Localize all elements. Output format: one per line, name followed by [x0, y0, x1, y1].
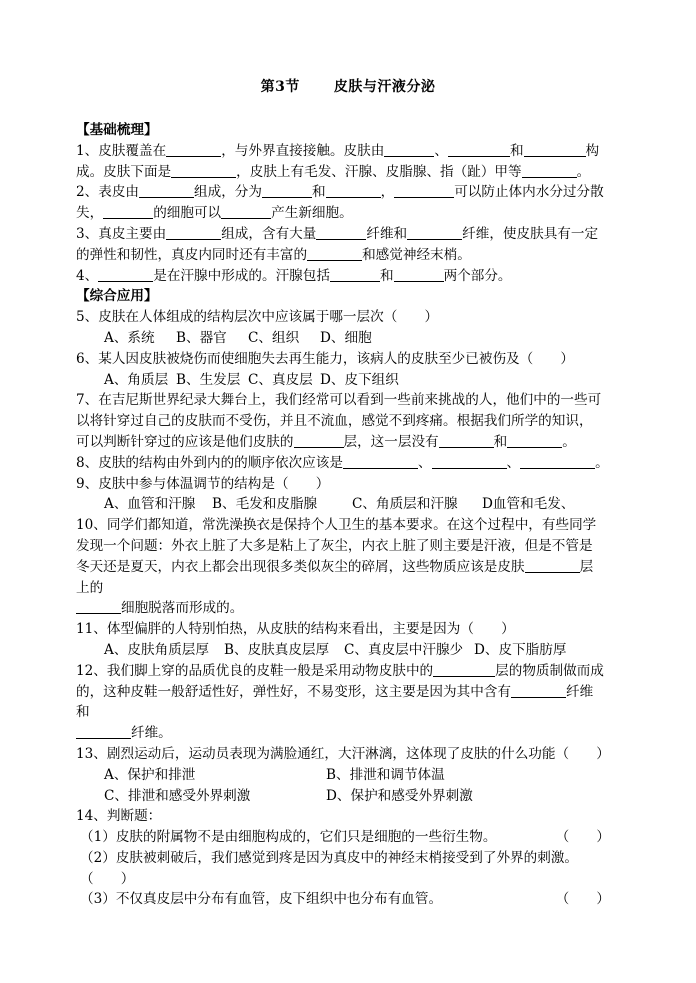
answer-blank[interactable] — [439, 433, 494, 448]
page-title — [0, 76, 696, 96]
option-a[interactable]: A、血管和汗腺 — [104, 496, 196, 513]
answer-blank[interactable] — [316, 225, 366, 240]
question-7-line-1: 7、在吉尼斯世界纪录大舞台上，我们经常可以看到一些前来挑战的人，他们中的一些可 — [76, 392, 602, 409]
answer-blank[interactable] — [76, 599, 121, 614]
worksheet-content — [76, 120, 624, 910]
question-3-line-2: 的弹性和韧性，真皮内同时还有丰富的 和感觉神经末梢。 — [76, 246, 471, 263]
question-14: 14、判断题： — [76, 808, 162, 825]
question-10-line-5: 细胞脱落而形成的。 — [76, 598, 624, 619]
answer-blank[interactable] — [326, 183, 381, 198]
option-a[interactable]: A、系统 — [104, 329, 155, 346]
question-1-line-2: 成。皮肤下面是 ，皮肤上有毛发、汗腺、皮脂腺、指（趾）甲等 。 — [76, 163, 591, 180]
question-14-2: （2）皮肤被刺破后，我们感觉到疼是因为真皮中的神经末梢接受到了外界的刺激。 — [80, 849, 579, 866]
question-1-line-1: 1、皮肤覆盖在 ，与外界直接接触。皮肤由 、 和 构 — [76, 142, 600, 159]
question-12-line-1: 12、我们脚上穿的品质优良的皮鞋一般是采用动物皮肤中的 层的物质制做而成 — [76, 662, 604, 679]
option-d[interactable]: D血管和毛发、 — [482, 496, 575, 513]
answer-blank[interactable] — [522, 163, 577, 178]
option-c[interactable]: C、真皮层 — [248, 371, 313, 388]
answer-blank[interactable] — [507, 433, 562, 448]
question-12-line-4: 纤维。 — [76, 723, 624, 744]
answer-parentheses[interactable]: （ ） — [555, 891, 610, 908]
answer-blank[interactable] — [520, 454, 595, 469]
answer-blank[interactable] — [98, 267, 153, 282]
answer-blank[interactable] — [407, 225, 462, 240]
question-11: 11、体型偏胖的人特别怕热，从皮肤的结构来看出，主要是因为（ ） — [76, 621, 515, 638]
answer-blank[interactable] — [139, 183, 194, 198]
answer-blank[interactable] — [166, 142, 221, 157]
question-8: 8、皮肤的结构由外到内的的顺序依次应该是 、 、 。 — [76, 454, 609, 471]
option-c[interactable]: C、组织 — [248, 329, 300, 346]
answer-blank[interactable] — [221, 204, 271, 219]
question-4: 4、 是在汗腺中形成的。汗腺包括 和 两个部分。 — [76, 267, 512, 284]
option-c[interactable]: C、真皮层中汗腺少 — [344, 641, 464, 658]
answer-blank[interactable] — [76, 724, 131, 739]
question-14-2-answer[interactable]: （ ） — [80, 870, 135, 887]
question-6-options — [76, 370, 624, 391]
question-5: 5、皮肤在人体组成的结构层次中应该属于哪一层次（ ） — [76, 309, 439, 326]
question-5-options — [76, 328, 624, 349]
answer-blank[interactable] — [511, 683, 566, 698]
answer-blank[interactable] — [343, 454, 418, 469]
question-3-line-1: 3、真皮主要由 组成，含有大量 纤维和 纤维，使皮肤具有一定 — [76, 225, 599, 242]
question-9: 9、皮肤中参与体温调节的结构是（ ） — [76, 475, 330, 492]
answer-blank[interactable] — [171, 163, 236, 178]
question-7-line-2: 以将针穿过自己的皮肤而不受伤，并且不流血，感觉不到疼痛。根据我们所学的知识， — [76, 413, 593, 430]
question-14-3: （3）不仅真皮层中分布有血管，皮下组织中也分布有血管。 （ ） — [76, 889, 624, 910]
answer-blank[interactable] — [525, 558, 580, 573]
option-b[interactable]: B、皮肤真皮层厚 — [224, 641, 330, 658]
question-2-line-1: 2、表皮由 组成，分为 和 ， 可以防止体内水分过分散 — [76, 184, 604, 201]
option-c[interactable]: C、角质层和汗腺 — [352, 496, 458, 513]
option-d[interactable]: D、皮下脂肪厚 — [474, 641, 567, 658]
option-d[interactable]: D、保护和感受外界刺激 — [326, 787, 473, 804]
answer-blank[interactable] — [294, 433, 344, 448]
answer-blank[interactable] — [384, 142, 434, 157]
question-10-line-2: 发现一个问题：外衣上脏了大多是粘上了灰尘，内衣上脏了则主要是汗液，但是不管是 — [76, 537, 593, 554]
question-9-options — [76, 494, 624, 515]
option-a[interactable]: A、角质层 — [104, 371, 169, 388]
option-b[interactable]: B、生发层 — [176, 371, 241, 388]
option-b[interactable]: B、排泄和调节体温 — [326, 766, 445, 783]
section-number: 第3节 — [260, 79, 300, 95]
option-d[interactable]: D、皮下组织 — [320, 371, 399, 388]
question-13: 13、剧烈运动后，运动员表现为满脸通红，大汗淋漓，这体现了皮肤的什么功能（ ） — [76, 745, 610, 762]
answer-blank[interactable] — [330, 267, 380, 282]
answer-blank[interactable] — [448, 142, 510, 157]
question-12-line-3: 和 — [76, 704, 90, 721]
question-14-1: （1）皮肤的附属物不是由细胞构成的，它们只是细胞的一些衍生物。 （ ） — [76, 827, 624, 848]
answer-blank[interactable] — [262, 183, 312, 198]
option-a[interactable]: A、皮肤角质层厚 — [104, 641, 209, 658]
answer-blank[interactable] — [394, 267, 444, 282]
answer-parentheses[interactable]: （ ） — [555, 829, 610, 846]
answer-blank[interactable] — [433, 662, 495, 677]
option-c[interactable]: C、排泄和感受外界刺激 — [104, 787, 251, 804]
option-b[interactable]: B、毛发和皮脂腺 — [212, 496, 318, 513]
answer-blank[interactable] — [103, 204, 153, 219]
question-10-line-4: 上的 — [76, 579, 104, 596]
question-10-line-3: 冬天还是夏天，内衣上都会出现很多类似灰尘的碎屑，这些物质应该是皮肤 层 — [76, 558, 594, 575]
question-13-options-row-2 — [76, 786, 624, 807]
answer-blank[interactable] — [307, 246, 362, 261]
question-13-options-row-1 — [76, 765, 624, 786]
question-2-line-2: 失， 的细胞可以 产生新细胞。 — [76, 205, 353, 222]
question-11-options — [76, 640, 624, 661]
applied-heading: 【综合应用】 — [76, 288, 158, 305]
option-b[interactable]: B、器官 — [176, 329, 227, 346]
question-10-line-1: 10、同学们都知道，常洗澡换衣是保持个人卫生的基本要求。在这个过程中，有些同学 — [76, 517, 597, 534]
answer-blank[interactable] — [394, 183, 454, 198]
option-a[interactable]: A、保护和排泄 — [104, 766, 196, 783]
question-6: 6、某人因皮肤被烧伤而使细胞失去再生能力，该病人的皮肤至少已被伤及（ ） — [76, 350, 575, 367]
answer-blank[interactable] — [524, 142, 586, 157]
answer-blank[interactable] — [432, 454, 507, 469]
basics-heading: 【基础梳理】 — [76, 122, 158, 138]
answer-blank[interactable] — [166, 225, 221, 240]
question-12-line-2: 的，这种皮鞋一般舒适性好，弹性好，不易变形，这主要是因为其中含有 纤维 — [76, 683, 594, 700]
section-name: 皮肤与汗液分泌 — [333, 79, 436, 95]
option-d[interactable]: D、细胞 — [320, 329, 372, 346]
question-7-line-3: 可以判断针穿过的应该是他们皮肤的 层，这一层没有 和 。 — [76, 433, 576, 450]
